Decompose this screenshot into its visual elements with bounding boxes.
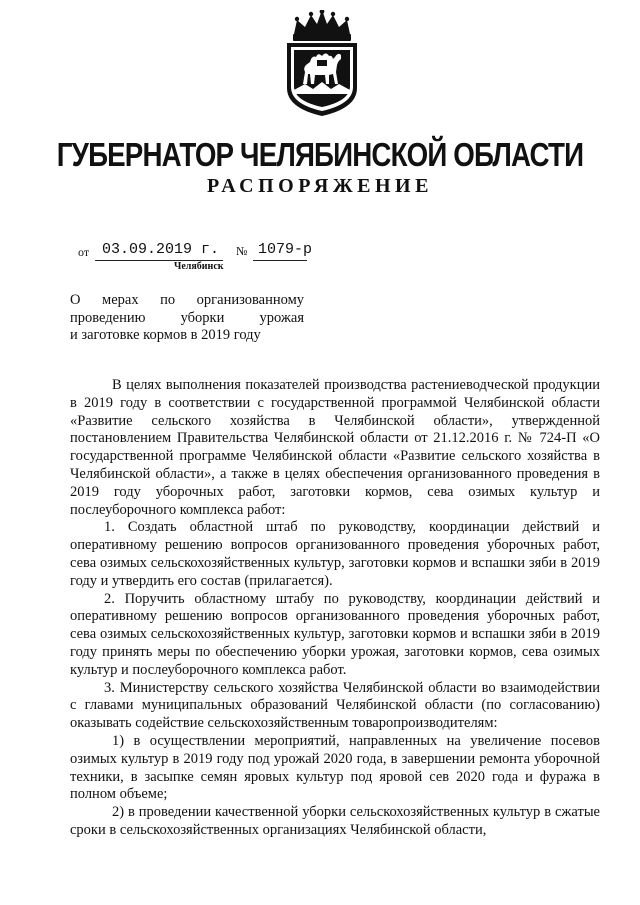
date-from-label: от [78,245,90,259]
number-underline [253,260,307,261]
clause-paragraph: 1. Создать областной штаб по руководству, координации действий и оперативному решению вопросов организованного проведения уборочных работ, сева озимых сельскохозяйственных культур, заготовки кормов и вспашки зяби в 2019 году и утвердить его состав (прилагается). [70,519,600,589]
document-number: 1079-р [258,241,313,258]
page-title: ГУБЕРНАТОР ЧЕЛЯБИНСКОЙ ОБЛАСТИ [56,136,584,173]
city-name: Челябинск [174,261,224,272]
document-body [70,377,600,840]
document-date: 03.09.2019 г. [102,241,220,258]
preamble-paragraph: В целях выполнения показателей производства растениеводческой продукции в 2019 году в соответствии с государственной программой Челябинской области «Развитие сельского хозяйства в Челябинской области», утвержденной постановлением Правительства Челябинской области от 21.12.2016 г. № 724-П «О государственной программе Челябинской области «Развитие сельского хозяйства в Челябинской области», а также в целях обеспечения организованного проведения в 2019 году уборочных работ, заготовки кормов, сева озимых культур и послеуборочного комплекса работ: [70,377,600,518]
subclause-paragraph: 2) в проведении качественной уборки сельскохозяйственных культур в сжатые сроки в сельскохозяйственных организациях Челябинской области, [70,804,600,838]
number-label: № [236,244,248,258]
document-type: РАСПОРЯЖЕНИЕ [207,175,433,197]
document-subject [70,292,304,345]
subclause-paragraph: 1) в осуществлении мероприятий, направленных на увеличение посевов озимых культур в 2019 году под урожай 2020 года, в завершении ремонта уборочной техники, в засыпке семян яровых культур под яровой сев 2020 года и фуража в полном объеме; [70,732,600,803]
coat-of-arms-icon [283,10,361,118]
clause-paragraph: 3. Министерству сельского хозяйства Челябинской области во взаимодействии с главами муниципальных образований Челябинской области (по согласованию) оказывать содействие сельскохозяйственным товаропроизводителям: [70,679,600,732]
clause-paragraph: 2. Поручить областному штабу по руководству, координации действий и оперативному решению вопросов организованного проведения уборочных работ, сева озимых сельскохозяйственных культур, заготовки кормов и вспашки зяби в 2019 году принять меры по обеспечению уборки урожая, заготовки кормов, сева озимых культур и послеуборочного комплекса работ. [70,590,600,678]
subject-line: проведению уборки урожая [70,309,304,326]
subject-line: О мерах по организованному [70,292,304,308]
subject-line: и заготовке кормов в 2019 году [70,327,261,343]
